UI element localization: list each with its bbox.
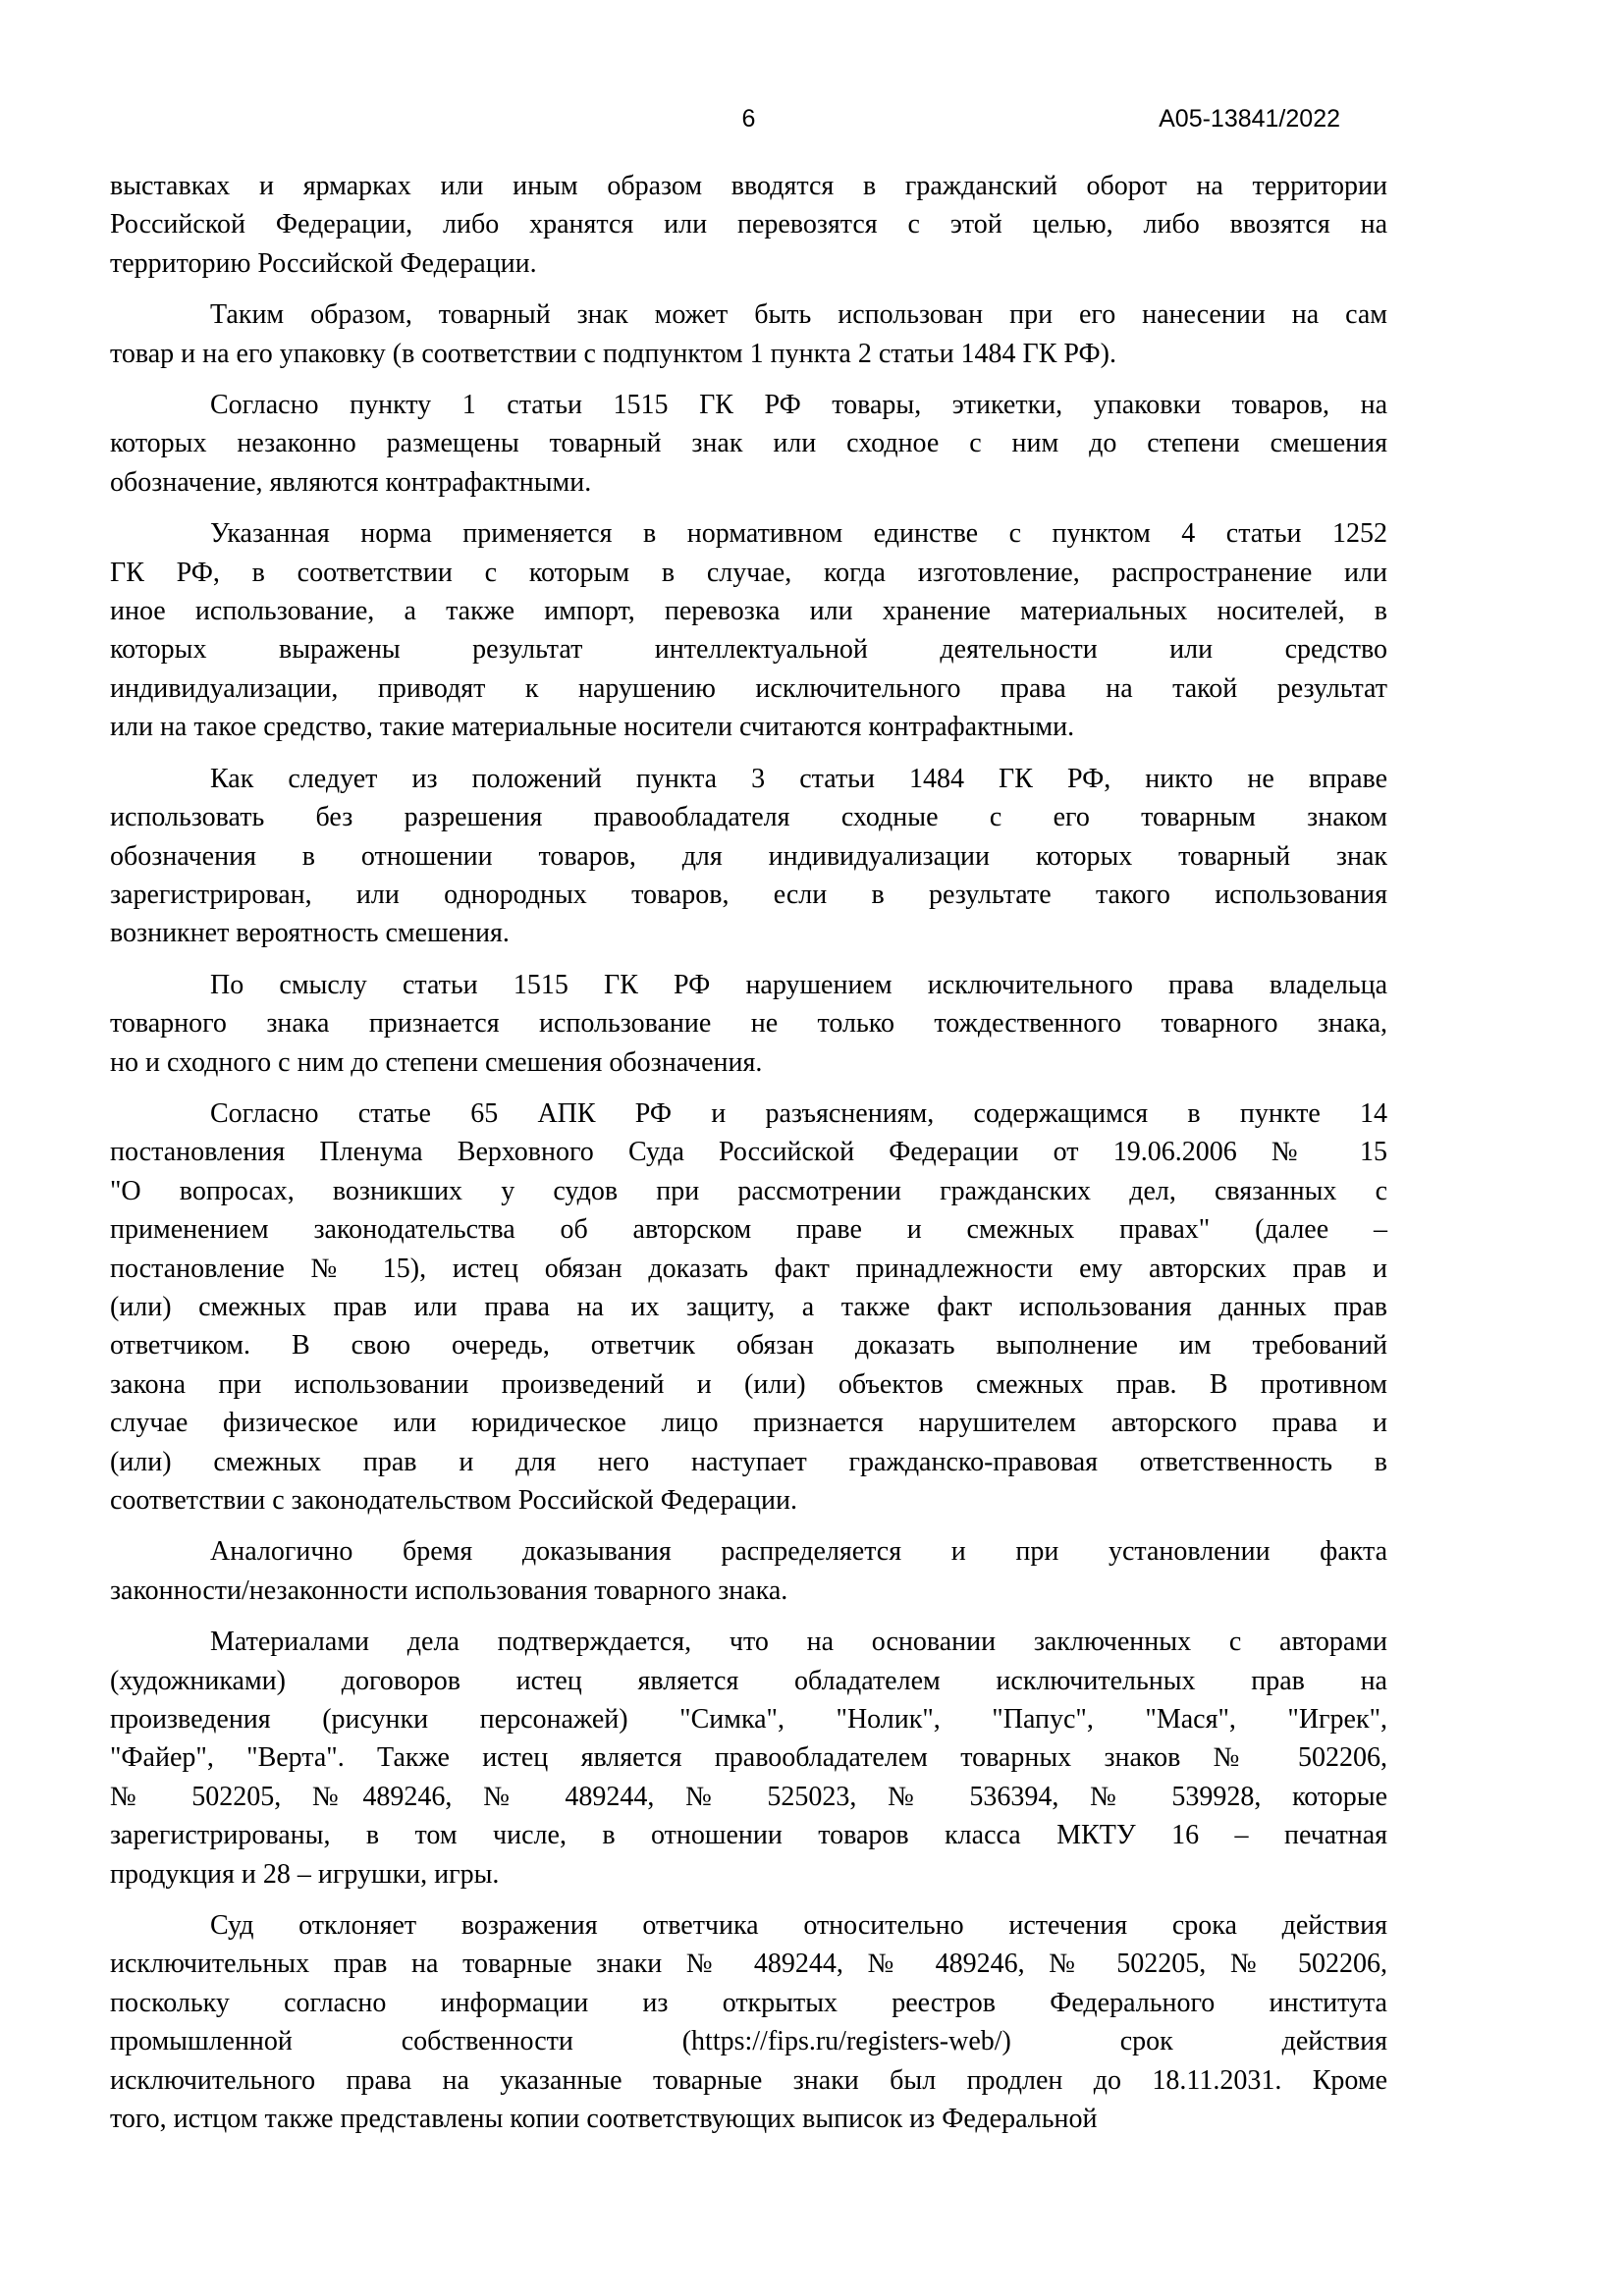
paragraph-5: [110, 760, 1387, 953]
text-line: Согласно пункту 1 статьи 1515 ГК РФ товары, этикетки, упаковки товаров, на: [210, 390, 1387, 421]
text-line: или на такое средство, такие материальные носители считаются контрафактными.: [110, 712, 1075, 743]
text-line: обозначение, являются контрафактными.: [110, 466, 592, 498]
text-line: Российской Федерации, либо хранятся или перевозятся с этой целью, либо ввозятся на: [110, 209, 1387, 240]
text-line: выставках и ярмарках или иным образом вводятся в гражданский оборот на территории: [110, 171, 1387, 201]
paragraph-4: [110, 514, 1387, 746]
text-line: территорию Российской Федерации.: [110, 247, 537, 279]
paragraph-3: [110, 386, 1387, 502]
text-line: Таким образом, товарный знак может быть использован при его нанесении на сам: [210, 299, 1387, 331]
text-line: иное использование, а также импорт, перевозка или хранение материальных носителей, в: [110, 596, 1387, 627]
text-line: исключительных прав на товарные знаки № 489244, № 489246, № 502205, № 502206,: [110, 1949, 1387, 1980]
text-line: законности/незаконности использования товарного знака.: [110, 1575, 788, 1606]
text-line: случае физическое или юридическое лицо признается нарушителем авторского права и: [110, 1408, 1387, 1439]
text-line: "О вопросах, возникших у судов при рассмотрении гражданских дел, связанных с: [110, 1175, 1387, 1206]
text-line: произведения (рисунки персонажей) "Симка", "Нолик", "Папус", "Мася", "Игрек",: [110, 1704, 1387, 1735]
text-line: применением законодательства об авторском праве и смежных правах" (далее –: [110, 1214, 1387, 1246]
text-line: которых незаконно размещены товарный знак или сходное с ним до степени смешения: [110, 428, 1387, 459]
page-header: [110, 102, 1387, 137]
text-line: товар и на его упаковку (в соответствии с подпунктом 1 пункта 2 статьи 1484 ГК РФ).: [110, 338, 1116, 369]
text-line: обозначения в отношении товаров, для индивидуализации которых товарный знак: [110, 840, 1387, 872]
paragraph-7: [110, 1095, 1387, 1520]
text-line: закона при использовании произведений и (или) объектов смежных прав. В противном: [110, 1368, 1387, 1400]
text-line: (или) смежных прав или права на их защиту, а также факт использования данных прав: [110, 1291, 1387, 1322]
text-line: ответчиком. В свою очередь, ответчик обязан доказать выполнение им требований: [110, 1330, 1387, 1362]
case-number: А05-13841/2022: [1159, 105, 1340, 133]
text-line: но и сходного с ним до степени смешения обозначения.: [110, 1046, 763, 1078]
text-line: Аналогично бремя доказывания распределяется и при установлении факта: [210, 1536, 1387, 1568]
paragraph-1: [110, 167, 1387, 283]
text-line: индивидуализации, приводят к нарушению исключительного права на такой результат: [110, 672, 1387, 704]
text-line: постановления Пленума Верховного Суда Российской Федерации от 19.06.2006 № 15: [110, 1137, 1387, 1168]
text-line: исключительного права на указанные товарные знаки был продлен до 18.11.2031. Кроме: [110, 2064, 1387, 2096]
text-line: товарного знака признается использование не только тождественного товарного знака,: [110, 1008, 1387, 1040]
text-line: постановление № 15), истец обязан доказать факт принадлежности ему авторских прав и: [110, 1253, 1387, 1284]
text-line: того, истцом также представлены копии соответствующих выписок из Федеральной: [110, 2104, 1098, 2135]
paragraph-8: [110, 1532, 1387, 1610]
document-body: [110, 167, 1387, 2152]
text-line: (или) смежных прав и для него наступает гражданско-правовая ответственность в: [110, 1446, 1387, 1477]
text-line: поскольку согласно информации из открытых реестров Федерального института: [110, 1987, 1387, 2018]
text-line: По смыслу статьи 1515 ГК РФ нарушением исключительного права владельца: [210, 969, 1387, 1000]
text-line: ГК РФ, в соответствии с которым в случае, когда изготовление, распространение или: [110, 557, 1387, 588]
text-line: (художниками) договоров истец является обладателем исключительных прав на: [110, 1665, 1387, 1696]
text-line: которых выражены результат интеллектуальной деятельности или средство: [110, 634, 1387, 666]
text-line: возникнет вероятность смешения.: [110, 918, 510, 949]
paragraph-9: [110, 1623, 1387, 1894]
paragraph-10: [110, 1906, 1387, 2138]
text-line: соответствии с законодательством Российской Федерации.: [110, 1485, 797, 1516]
text-line: Материалами дела подтверждается, что на основании заключенных с авторами: [210, 1627, 1387, 1658]
text-line: "Файер", "Верта". Также истец является правообладателем товарных знаков № 502206,: [110, 1742, 1387, 1774]
text-line: Как следует из положений пункта 3 статьи 1484 ГК РФ, никто не вправе: [210, 763, 1387, 794]
paragraph-2: [110, 295, 1387, 373]
page-number: 6: [741, 105, 756, 133]
text-line: зарегистрирован, или однородных товаров, если в результате такого использования: [110, 879, 1387, 910]
text-line: № 502205, №489246, № 489244, № 525023, № 536394, № 539928, которые: [110, 1781, 1387, 1812]
text-line: Суд отклоняет возражения ответчика относительно истечения срока действия: [210, 1910, 1387, 1942]
text-line: промышленной собственности (https://fips.ru/registers-web/) срок действия: [110, 2026, 1387, 2057]
text-line: продукция и 28 – игрушки, игры.: [110, 1858, 500, 1890]
text-line: зарегистрированы, в том числе, в отношении товаров класса МКТУ 16 – печатная: [110, 1820, 1387, 1851]
text-line: использовать без разрешения правообладателя сходные с его товарным знаком: [110, 802, 1387, 833]
paragraph-6: [110, 966, 1387, 1082]
text-line: Согласно статье 65 АПК РФ и разъяснениям, содержащимся в пункте 14: [210, 1097, 1387, 1129]
text-line: Указанная норма применяется в нормативном единстве с пунктом 4 статьи 1252: [210, 518, 1387, 550]
